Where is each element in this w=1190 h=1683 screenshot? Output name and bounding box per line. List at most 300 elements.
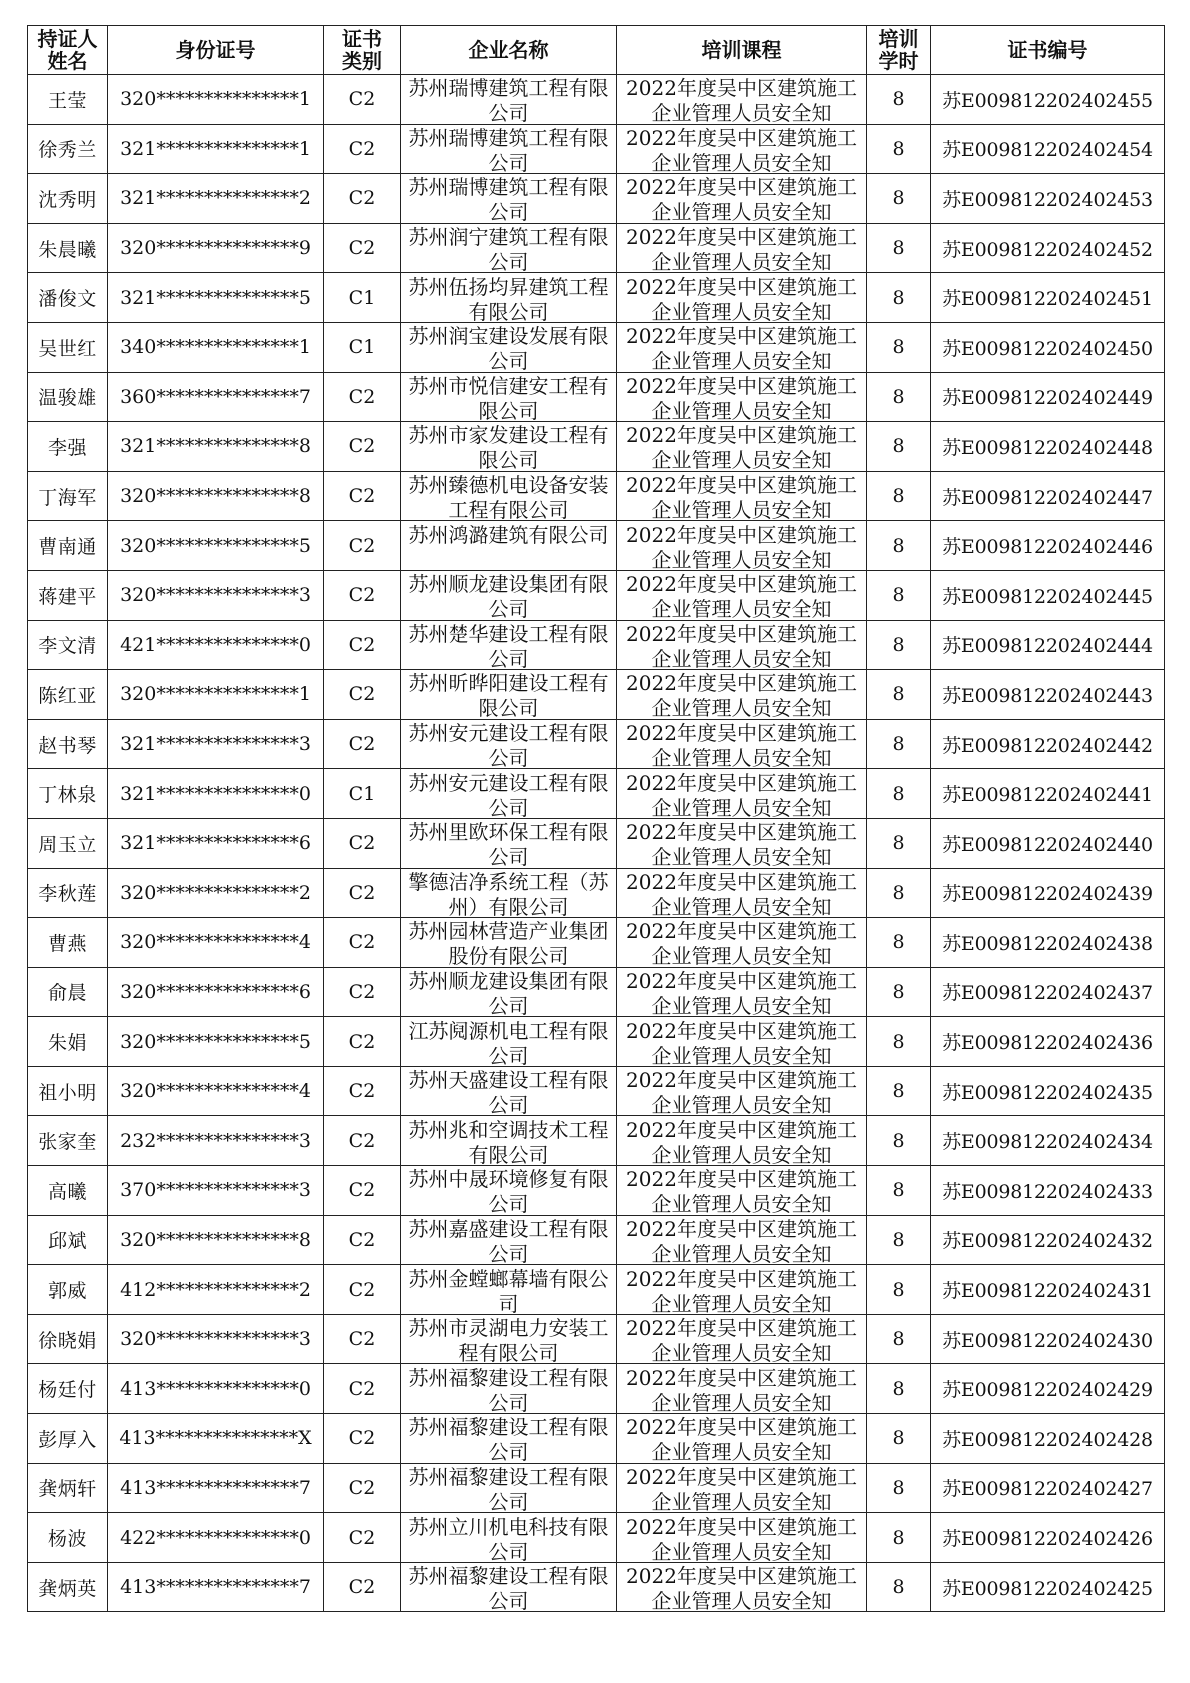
cert-no-cell: 苏E009812202402433 bbox=[931, 1166, 1165, 1216]
header-hours: 培训学时 bbox=[867, 26, 931, 75]
course-cell-text: 2022年度吴中区建筑施工企业管理人员安全知 bbox=[626, 671, 857, 718]
table-row bbox=[28, 670, 1165, 720]
cert-no-cell: 苏E009812202402436 bbox=[931, 1017, 1165, 1067]
cert-type-cell: C1 bbox=[324, 322, 401, 372]
table-row bbox=[28, 1364, 1165, 1414]
company-cell bbox=[401, 1364, 617, 1414]
course-cell bbox=[617, 422, 867, 472]
course-cell-text: 2022年度吴中区建筑施工企业管理人员安全知 bbox=[626, 869, 857, 916]
holder-name-cell: 龚炳英 bbox=[28, 1562, 108, 1612]
company-cell bbox=[401, 1066, 617, 1116]
company-cell-text: 擎德洁净系统工程（苏州）有限公司 bbox=[408, 869, 609, 916]
company-cell-text: 苏州瑞博建筑工程有限公司 bbox=[408, 76, 609, 123]
company-cell-text: 苏州金螳螂幕墙有限公司 bbox=[408, 1266, 609, 1313]
company-cell bbox=[401, 868, 617, 918]
table-row bbox=[28, 918, 1165, 968]
company-cell-text: 苏州立川机电科技有限公司 bbox=[408, 1514, 609, 1561]
hours-cell: 8 bbox=[867, 1364, 931, 1414]
course-cell bbox=[617, 521, 867, 571]
course-cell bbox=[617, 1562, 867, 1612]
course-cell-text: 2022年度吴中区建筑施工企业管理人员安全知 bbox=[626, 324, 857, 371]
course-cell-text: 2022年度吴中区建筑施工企业管理人员安全知 bbox=[626, 1266, 857, 1313]
hours-cell: 8 bbox=[867, 322, 931, 372]
course-cell bbox=[617, 1414, 867, 1464]
company-cell bbox=[401, 1265, 617, 1315]
course-cell-text: 2022年度吴中区建筑施工企业管理人员安全知 bbox=[626, 125, 857, 172]
table-row bbox=[28, 124, 1165, 174]
cert-type-cell: C2 bbox=[324, 1314, 401, 1364]
course-cell-text: 2022年度吴中区建筑施工企业管理人员安全知 bbox=[626, 1514, 857, 1561]
hours-cell: 8 bbox=[867, 75, 931, 125]
holder-name-cell: 丁林泉 bbox=[28, 769, 108, 819]
cert-type-cell: C2 bbox=[324, 967, 401, 1017]
course-cell-text: 2022年度吴中区建筑施工企业管理人员安全知 bbox=[626, 572, 857, 619]
holder-name-cell: 朱娟 bbox=[28, 1017, 108, 1067]
id-number-cell: 360***************7 bbox=[108, 372, 324, 422]
company-cell bbox=[401, 75, 617, 125]
id-number-cell: 321***************1 bbox=[108, 124, 324, 174]
company-cell-text: 苏州中晟环境修复有限公司 bbox=[408, 1167, 609, 1214]
cert-type-cell: C2 bbox=[324, 1215, 401, 1265]
hours-cell: 8 bbox=[867, 471, 931, 521]
table-row bbox=[28, 273, 1165, 323]
hours-cell: 8 bbox=[867, 967, 931, 1017]
id-number-cell: 413***************7 bbox=[108, 1562, 324, 1612]
course-cell-text: 2022年度吴中区建筑施工企业管理人员安全知 bbox=[626, 1464, 857, 1511]
company-cell bbox=[401, 1414, 617, 1464]
cert-no-cell: 苏E009812202402426 bbox=[931, 1513, 1165, 1563]
cert-no-cell: 苏E009812202402452 bbox=[931, 223, 1165, 273]
company-cell-text: 苏州天盛建设工程有限公司 bbox=[408, 1068, 609, 1115]
company-cell-text: 苏州福黎建设工程有限公司 bbox=[408, 1415, 609, 1462]
cert-no-cell: 苏E009812202402446 bbox=[931, 521, 1165, 571]
course-cell bbox=[617, 719, 867, 769]
company-cell bbox=[401, 273, 617, 323]
course-cell-text: 2022年度吴中区建筑施工企业管理人员安全知 bbox=[626, 1068, 857, 1115]
id-number-cell: 320***************3 bbox=[108, 570, 324, 620]
course-cell bbox=[617, 124, 867, 174]
course-cell-text: 2022年度吴中区建筑施工企业管理人员安全知 bbox=[626, 225, 857, 272]
table-row bbox=[28, 1166, 1165, 1216]
hours-cell: 8 bbox=[867, 1066, 931, 1116]
hours-cell: 8 bbox=[867, 868, 931, 918]
company-cell bbox=[401, 124, 617, 174]
cert-no-cell: 苏E009812202402442 bbox=[931, 719, 1165, 769]
company-cell-text: 苏州瑞博建筑工程有限公司 bbox=[408, 175, 609, 222]
course-cell bbox=[617, 471, 867, 521]
hours-cell: 8 bbox=[867, 918, 931, 968]
cert-type-cell: C2 bbox=[324, 372, 401, 422]
company-cell bbox=[401, 471, 617, 521]
holder-name-cell: 郭威 bbox=[28, 1265, 108, 1315]
id-number-cell: 321***************5 bbox=[108, 273, 324, 323]
header-company: 企业名称 bbox=[401, 26, 617, 75]
id-number-cell: 321***************0 bbox=[108, 769, 324, 819]
table-row bbox=[28, 322, 1165, 372]
id-number-cell: 340***************1 bbox=[108, 322, 324, 372]
company-cell bbox=[401, 1215, 617, 1265]
cert-no-cell: 苏E009812202402445 bbox=[931, 570, 1165, 620]
cert-no-cell: 苏E009812202402439 bbox=[931, 868, 1165, 918]
course-cell bbox=[617, 1116, 867, 1166]
cert-type-cell: C2 bbox=[324, 868, 401, 918]
course-cell-text: 2022年度吴中区建筑施工企业管理人员安全知 bbox=[626, 968, 857, 1015]
cert-no-cell: 苏E009812202402428 bbox=[931, 1414, 1165, 1464]
cert-type-cell: C2 bbox=[324, 124, 401, 174]
cert-no-cell: 苏E009812202402434 bbox=[931, 1116, 1165, 1166]
company-cell-text: 苏州安元建设工程有限公司 bbox=[408, 721, 609, 768]
id-number-cell: 321***************3 bbox=[108, 719, 324, 769]
course-cell-text: 2022年度吴中区建筑施工企业管理人员安全知 bbox=[626, 1167, 857, 1214]
company-cell-text: 苏州楚华建设工程有限公司 bbox=[408, 621, 609, 668]
table-row bbox=[28, 223, 1165, 273]
table-row bbox=[28, 818, 1165, 868]
id-number-cell: 320***************4 bbox=[108, 918, 324, 968]
course-cell-text: 2022年度吴中区建筑施工企业管理人员安全知 bbox=[626, 1018, 857, 1065]
cert-no-cell: 苏E009812202402450 bbox=[931, 322, 1165, 372]
id-number-cell: 321***************6 bbox=[108, 818, 324, 868]
table-row bbox=[28, 1116, 1165, 1166]
cert-type-cell: C2 bbox=[324, 174, 401, 224]
hours-cell: 8 bbox=[867, 124, 931, 174]
holder-name-cell: 周玉立 bbox=[28, 818, 108, 868]
hours-cell: 8 bbox=[867, 273, 931, 323]
cert-type-cell: C2 bbox=[324, 422, 401, 472]
cert-type-cell: C2 bbox=[324, 818, 401, 868]
holder-name-cell: 徐晓娟 bbox=[28, 1314, 108, 1364]
company-cell bbox=[401, 174, 617, 224]
holder-name-cell: 沈秀明 bbox=[28, 174, 108, 224]
hours-cell: 8 bbox=[867, 1414, 931, 1464]
header-course: 培训课程 bbox=[617, 26, 867, 75]
table-row bbox=[28, 1314, 1165, 1364]
id-number-cell: 320***************8 bbox=[108, 471, 324, 521]
id-number-cell: 320***************1 bbox=[108, 75, 324, 125]
certificate-table bbox=[27, 25, 1165, 1612]
company-cell-text: 苏州福黎建设工程有限公司 bbox=[408, 1464, 609, 1511]
cert-no-cell: 苏E009812202402435 bbox=[931, 1066, 1165, 1116]
cert-type-cell: C2 bbox=[324, 570, 401, 620]
id-number-cell: 320***************1 bbox=[108, 670, 324, 720]
company-cell-text: 苏州鸿潞建筑有限公司 bbox=[408, 522, 609, 547]
cert-type-cell: C1 bbox=[324, 273, 401, 323]
holder-name-cell: 张家奎 bbox=[28, 1116, 108, 1166]
cert-type-cell: C2 bbox=[324, 1166, 401, 1216]
holder-name-cell: 李文清 bbox=[28, 620, 108, 670]
cert-no-cell: 苏E009812202402448 bbox=[931, 422, 1165, 472]
holder-name-cell: 杨波 bbox=[28, 1513, 108, 1563]
company-cell-text: 苏州顺龙建设集团有限公司 bbox=[408, 572, 609, 619]
id-number-cell: 320***************3 bbox=[108, 1314, 324, 1364]
course-cell-text: 2022年度吴中区建筑施工企业管理人员安全知 bbox=[626, 1365, 857, 1412]
company-cell-text: 苏州润宁建筑工程有限公司 bbox=[408, 225, 609, 272]
id-number-cell: 413***************X bbox=[108, 1414, 324, 1464]
cert-type-cell: C2 bbox=[324, 719, 401, 769]
company-cell bbox=[401, 1463, 617, 1513]
cert-type-cell: C2 bbox=[324, 1414, 401, 1464]
company-cell bbox=[401, 670, 617, 720]
course-cell bbox=[617, 818, 867, 868]
course-cell bbox=[617, 1364, 867, 1414]
holder-name-cell: 潘俊文 bbox=[28, 273, 108, 323]
cert-type-cell: C2 bbox=[324, 620, 401, 670]
company-cell-text: 苏州兆和空调技术工程有限公司 bbox=[408, 1117, 609, 1164]
holder-name-cell: 朱晨曦 bbox=[28, 223, 108, 273]
course-cell-text: 2022年度吴中区建筑施工企业管理人员安全知 bbox=[626, 473, 857, 520]
course-cell bbox=[617, 1265, 867, 1315]
cert-type-cell: C2 bbox=[324, 75, 401, 125]
id-number-cell: 370***************3 bbox=[108, 1166, 324, 1216]
course-cell-text: 2022年度吴中区建筑施工企业管理人员安全知 bbox=[626, 423, 857, 470]
holder-name-cell: 丁海军 bbox=[28, 471, 108, 521]
table-row bbox=[28, 719, 1165, 769]
id-number-cell: 320***************6 bbox=[108, 967, 324, 1017]
company-cell bbox=[401, 1562, 617, 1612]
hours-cell: 8 bbox=[867, 1166, 931, 1216]
cert-no-cell: 苏E009812202402431 bbox=[931, 1265, 1165, 1315]
company-cell-text: 苏州安元建设工程有限公司 bbox=[408, 770, 609, 817]
cert-no-cell: 苏E009812202402432 bbox=[931, 1215, 1165, 1265]
course-cell bbox=[617, 1513, 867, 1563]
cert-no-cell: 苏E009812202402449 bbox=[931, 372, 1165, 422]
company-cell-text: 苏州顺龙建设集团有限公司 bbox=[408, 968, 609, 1015]
company-cell-text: 苏州市灵湖电力安装工程有限公司 bbox=[408, 1316, 609, 1363]
cert-no-cell: 苏E009812202402427 bbox=[931, 1463, 1165, 1513]
cert-type-cell: C2 bbox=[324, 1562, 401, 1612]
table-row bbox=[28, 1215, 1165, 1265]
holder-name-cell: 曹南通 bbox=[28, 521, 108, 571]
table-row bbox=[28, 868, 1165, 918]
hours-cell: 8 bbox=[867, 769, 931, 819]
table-row bbox=[28, 1414, 1165, 1464]
id-number-cell: 412***************2 bbox=[108, 1265, 324, 1315]
hours-cell: 8 bbox=[867, 1116, 931, 1166]
header-id-number: 身份证号 bbox=[108, 26, 324, 75]
header-cert-no: 证书编号 bbox=[931, 26, 1165, 75]
hours-cell: 8 bbox=[867, 670, 931, 720]
course-cell bbox=[617, 75, 867, 125]
table-row bbox=[28, 967, 1165, 1017]
cert-no-cell: 苏E009812202402454 bbox=[931, 124, 1165, 174]
holder-name-cell: 陈红亚 bbox=[28, 670, 108, 720]
header-row bbox=[28, 26, 1165, 75]
holder-name-cell: 高曦 bbox=[28, 1166, 108, 1216]
table-row bbox=[28, 620, 1165, 670]
cert-type-cell: C2 bbox=[324, 1364, 401, 1414]
course-cell bbox=[617, 273, 867, 323]
cert-no-cell: 苏E009812202402447 bbox=[931, 471, 1165, 521]
cert-type-cell: C2 bbox=[324, 918, 401, 968]
course-cell-text: 2022年度吴中区建筑施工企业管理人员安全知 bbox=[626, 175, 857, 222]
company-cell bbox=[401, 422, 617, 472]
holder-name-cell: 蒋建平 bbox=[28, 570, 108, 620]
company-cell bbox=[401, 521, 617, 571]
course-cell-text: 2022年度吴中区建筑施工企业管理人员安全知 bbox=[626, 621, 857, 668]
company-cell-text: 苏州嘉盛建设工程有限公司 bbox=[408, 1216, 609, 1263]
table-row bbox=[28, 1265, 1165, 1315]
cert-type-cell: C2 bbox=[324, 521, 401, 571]
holder-name-cell: 温骏雄 bbox=[28, 372, 108, 422]
course-cell bbox=[617, 868, 867, 918]
cert-no-cell: 苏E009812202402430 bbox=[931, 1314, 1165, 1364]
id-number-cell: 320***************8 bbox=[108, 1215, 324, 1265]
holder-name-cell: 祖小明 bbox=[28, 1066, 108, 1116]
course-cell-text: 2022年度吴中区建筑施工企业管理人员安全知 bbox=[626, 76, 857, 123]
cert-no-cell: 苏E009812202402441 bbox=[931, 769, 1165, 819]
course-cell bbox=[617, 372, 867, 422]
course-cell bbox=[617, 670, 867, 720]
cert-type-cell: C2 bbox=[324, 1265, 401, 1315]
hours-cell: 8 bbox=[867, 1017, 931, 1067]
company-cell-text: 苏州伍扬均昇建筑工程有限公司 bbox=[408, 274, 609, 321]
company-cell bbox=[401, 322, 617, 372]
course-cell bbox=[617, 918, 867, 968]
cert-type-cell: C2 bbox=[324, 223, 401, 273]
hours-cell: 8 bbox=[867, 372, 931, 422]
cert-no-cell: 苏E009812202402437 bbox=[931, 967, 1165, 1017]
hours-cell: 8 bbox=[867, 223, 931, 273]
cert-no-cell: 苏E009812202402443 bbox=[931, 670, 1165, 720]
company-cell-text: 苏州润宝建设发展有限公司 bbox=[408, 324, 609, 371]
cert-no-cell: 苏E009812202402425 bbox=[931, 1562, 1165, 1612]
course-cell-text: 2022年度吴中区建筑施工企业管理人员安全知 bbox=[626, 820, 857, 867]
company-cell bbox=[401, 967, 617, 1017]
table-row bbox=[28, 1562, 1165, 1612]
holder-name-cell: 邱斌 bbox=[28, 1215, 108, 1265]
table-row bbox=[28, 372, 1165, 422]
holder-name-cell: 吴世红 bbox=[28, 322, 108, 372]
course-cell-text: 2022年度吴中区建筑施工企业管理人员安全知 bbox=[626, 1564, 857, 1611]
company-cell bbox=[401, 1116, 617, 1166]
company-cell bbox=[401, 769, 617, 819]
cert-no-cell: 苏E009812202402438 bbox=[931, 918, 1165, 968]
cert-type-cell: C2 bbox=[324, 1513, 401, 1563]
company-cell-text: 苏州市悦信建安工程有限公司 bbox=[408, 373, 609, 420]
hours-cell: 8 bbox=[867, 1215, 931, 1265]
table-row bbox=[28, 1017, 1165, 1067]
course-cell bbox=[617, 967, 867, 1017]
holder-name-cell: 杨廷付 bbox=[28, 1364, 108, 1414]
course-cell bbox=[617, 1314, 867, 1364]
hours-cell: 8 bbox=[867, 1562, 931, 1612]
table-row bbox=[28, 521, 1165, 571]
holder-name-cell: 彭厚入 bbox=[28, 1414, 108, 1464]
table-row bbox=[28, 1463, 1165, 1513]
header-cert-type: 证书类别 bbox=[324, 26, 401, 75]
cert-no-cell: 苏E009812202402444 bbox=[931, 620, 1165, 670]
company-cell bbox=[401, 1166, 617, 1216]
hours-cell: 8 bbox=[867, 1314, 931, 1364]
course-cell-text: 2022年度吴中区建筑施工企业管理人员安全知 bbox=[626, 1316, 857, 1363]
course-cell bbox=[617, 1166, 867, 1216]
hours-cell: 8 bbox=[867, 422, 931, 472]
company-cell-text: 苏州臻德机电设备安装工程有限公司 bbox=[408, 473, 609, 520]
company-cell bbox=[401, 620, 617, 670]
course-cell bbox=[617, 1463, 867, 1513]
cert-no-cell: 苏E009812202402429 bbox=[931, 1364, 1165, 1414]
id-number-cell: 413***************0 bbox=[108, 1364, 324, 1414]
hours-cell: 8 bbox=[867, 570, 931, 620]
table-row bbox=[28, 75, 1165, 125]
hours-cell: 8 bbox=[867, 174, 931, 224]
course-cell bbox=[617, 570, 867, 620]
holder-name-cell: 徐秀兰 bbox=[28, 124, 108, 174]
company-cell-text: 江苏阋源机电工程有限公司 bbox=[408, 1018, 609, 1065]
table-row bbox=[28, 1513, 1165, 1563]
table-row bbox=[28, 174, 1165, 224]
company-cell bbox=[401, 719, 617, 769]
id-number-cell: 232***************3 bbox=[108, 1116, 324, 1166]
cert-type-cell: C2 bbox=[324, 1017, 401, 1067]
company-cell-text: 苏州市家发建设工程有限公司 bbox=[408, 423, 609, 470]
holder-name-cell: 王莹 bbox=[28, 75, 108, 125]
cert-no-cell: 苏E009812202402455 bbox=[931, 75, 1165, 125]
hours-cell: 8 bbox=[867, 1265, 931, 1315]
cert-type-cell: C2 bbox=[324, 471, 401, 521]
hours-cell: 8 bbox=[867, 818, 931, 868]
id-number-cell: 413***************7 bbox=[108, 1463, 324, 1513]
course-cell-text: 2022年度吴中区建筑施工企业管理人员安全知 bbox=[626, 522, 857, 569]
company-cell-text: 苏州园林营造产业集团股份有限公司 bbox=[408, 919, 609, 966]
company-cell bbox=[401, 223, 617, 273]
id-number-cell: 321***************2 bbox=[108, 174, 324, 224]
course-cell-text: 2022年度吴中区建筑施工企业管理人员安全知 bbox=[626, 1117, 857, 1164]
table-row bbox=[28, 570, 1165, 620]
id-number-cell: 320***************2 bbox=[108, 868, 324, 918]
course-cell bbox=[617, 1017, 867, 1067]
cert-type-cell: C2 bbox=[324, 670, 401, 720]
course-cell bbox=[617, 223, 867, 273]
table-row bbox=[28, 422, 1165, 472]
company-cell bbox=[401, 1513, 617, 1563]
id-number-cell: 321***************8 bbox=[108, 422, 324, 472]
header-holder-name: 持证人姓名 bbox=[28, 26, 108, 75]
course-cell-text: 2022年度吴中区建筑施工企业管理人员安全知 bbox=[626, 1216, 857, 1263]
course-cell bbox=[617, 1066, 867, 1116]
course-cell-text: 2022年度吴中区建筑施工企业管理人员安全知 bbox=[626, 770, 857, 817]
holder-name-cell: 曹燕 bbox=[28, 918, 108, 968]
course-cell-text: 2022年度吴中区建筑施工企业管理人员安全知 bbox=[626, 919, 857, 966]
id-number-cell: 320***************9 bbox=[108, 223, 324, 273]
company-cell-text: 苏州福黎建设工程有限公司 bbox=[408, 1365, 609, 1412]
company-cell bbox=[401, 818, 617, 868]
course-cell-text: 2022年度吴中区建筑施工企业管理人员安全知 bbox=[626, 1415, 857, 1462]
holder-name-cell: 李强 bbox=[28, 422, 108, 472]
cert-type-cell: C2 bbox=[324, 1066, 401, 1116]
id-number-cell: 320***************5 bbox=[108, 521, 324, 571]
hours-cell: 8 bbox=[867, 1463, 931, 1513]
cert-no-cell: 苏E009812202402440 bbox=[931, 818, 1165, 868]
hours-cell: 8 bbox=[867, 521, 931, 571]
holder-name-cell: 俞晨 bbox=[28, 967, 108, 1017]
course-cell-text: 2022年度吴中区建筑施工企业管理人员安全知 bbox=[626, 721, 857, 768]
course-cell bbox=[617, 322, 867, 372]
cert-type-cell: C1 bbox=[324, 769, 401, 819]
course-cell bbox=[617, 1215, 867, 1265]
course-cell bbox=[617, 174, 867, 224]
hours-cell: 8 bbox=[867, 719, 931, 769]
id-number-cell: 320***************5 bbox=[108, 1017, 324, 1067]
company-cell bbox=[401, 570, 617, 620]
cert-no-cell: 苏E009812202402453 bbox=[931, 174, 1165, 224]
holder-name-cell: 李秋莲 bbox=[28, 868, 108, 918]
table-row bbox=[28, 1066, 1165, 1116]
company-cell bbox=[401, 918, 617, 968]
id-number-cell: 421***************0 bbox=[108, 620, 324, 670]
company-cell bbox=[401, 1017, 617, 1067]
company-cell-text: 苏州福黎建设工程有限公司 bbox=[408, 1564, 609, 1611]
company-cell-text: 苏州昕晔阳建设工程有限公司 bbox=[408, 671, 609, 718]
